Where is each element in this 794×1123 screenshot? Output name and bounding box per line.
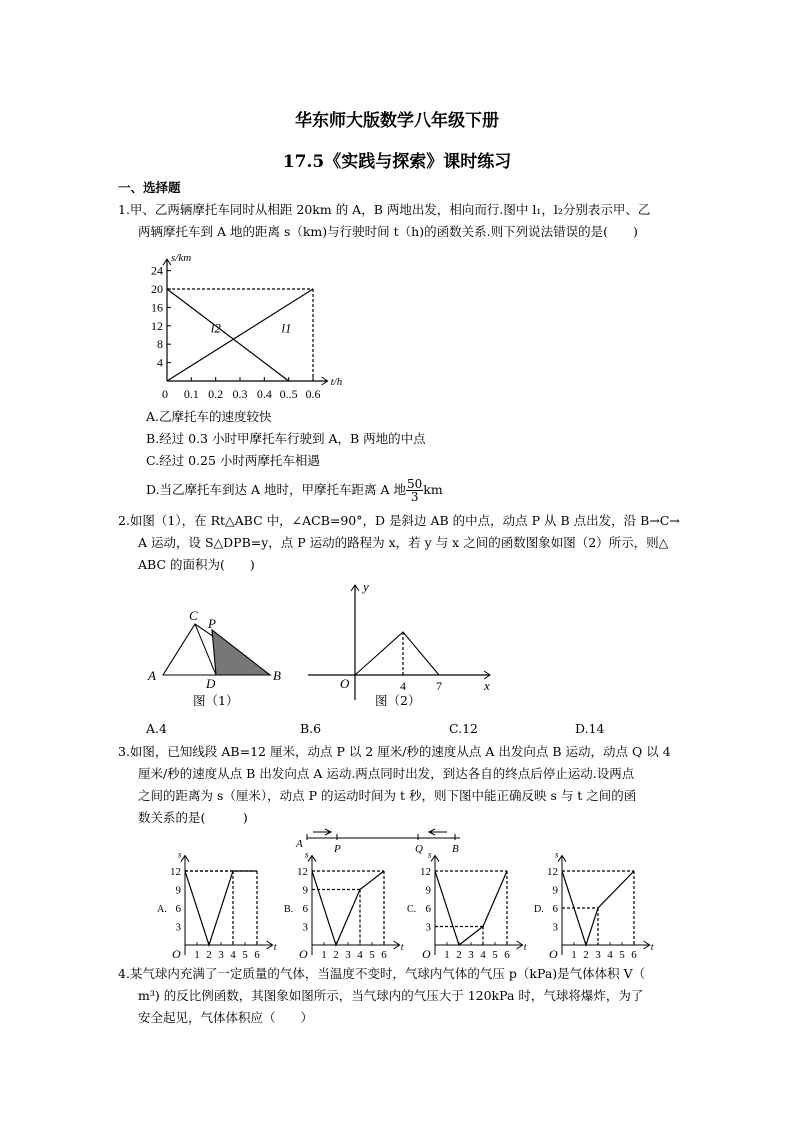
x-axis-label: t	[400, 942, 404, 953]
x-tick-label: 5	[369, 949, 375, 961]
q1-option-a: A.乙摩托车的速度较快	[146, 409, 272, 424]
origin-label: 0	[162, 387, 168, 401]
y-axis-label: y	[363, 579, 369, 594]
x-tick-label: 6	[254, 949, 260, 961]
y-tick-label: 24	[151, 263, 163, 278]
series-s	[435, 871, 507, 945]
point-b: B	[452, 843, 459, 855]
x-tick-label: 5	[619, 949, 625, 961]
origin-label: O	[340, 676, 350, 691]
y-tick-label: 12	[170, 866, 181, 878]
q1-option-d-text: D.当乙摩托车到达 A 地时，甲摩托车距离 A 地	[146, 482, 406, 497]
x-tick-label: 7	[436, 679, 442, 693]
origin-label: O	[172, 947, 181, 961]
unit: km	[423, 482, 443, 497]
y-tick-label: 20	[151, 282, 163, 296]
y-tick-label: 6	[425, 903, 431, 915]
x-axis-label: t/h	[330, 376, 343, 388]
point-d: D	[206, 676, 216, 691]
series-s	[312, 871, 384, 945]
y-tick-label: 3	[175, 921, 181, 934]
document-subtitle: 17.5《实践与探索》课时练习	[282, 152, 512, 172]
q2-line: A 运动，设 S△DPB=y，点 P 运动的路程为 x，若 y 与 x 之间的函数图象如图（2）所示，则△	[138, 535, 669, 550]
x-tick-label: 2	[583, 949, 589, 961]
x-tick-label: 4	[357, 949, 363, 961]
y-tick-label: 6	[175, 903, 181, 915]
q3-line: 3.如图，已知线段 AB=12 厘米，动点 P 以 2 厘米/秒的速度从点 A 出发向点 B 运动，动点 Q 以 4	[118, 744, 671, 759]
y-tick-label: 12	[420, 866, 431, 878]
origin-label: O	[549, 947, 558, 961]
q1-line: 两辆摩托车到 A 地的距离 s（km)与行驶时间 t（h)的函数关系.则下列说法错误的是( )	[138, 224, 638, 239]
point-p: P	[334, 843, 341, 855]
y-tick-label: 16	[151, 300, 163, 315]
x-tick-label: 0.1	[183, 387, 199, 401]
fraction-denominator: 3	[410, 490, 419, 504]
origin-label: O	[299, 947, 308, 961]
y-tick-label: 8	[157, 337, 163, 352]
x-tick-label: 0.6	[305, 387, 321, 401]
series-s	[185, 871, 257, 945]
y-tick-label: 6	[552, 903, 558, 915]
origin-label: O	[422, 947, 431, 961]
q1-option-c: C.经过 0.25 小时两摩托车相遇	[146, 453, 320, 468]
x-tick-label: 3	[345, 949, 351, 961]
series-l2	[167, 289, 292, 381]
q3-line: 之间的距离为 s（厘米），动点 P 的运动时间为 t 秒，则下图中能正确反映 s 与 t 之间的函	[138, 788, 637, 803]
x-tick-label: 6	[381, 949, 387, 961]
x-tick-label: 6	[504, 949, 510, 961]
y-axis-label: s/km	[171, 252, 192, 265]
x-tick-label: 4	[607, 949, 613, 961]
x-axis-label: t	[273, 942, 277, 953]
x-tick-label: 6	[631, 949, 637, 961]
y-tick-label: 9	[302, 884, 308, 897]
x-tick-label: 2	[333, 949, 339, 961]
q1-option-b: B.经过 0.3 小时甲摩托车行驶到 A，B 两地的中点	[146, 431, 426, 446]
panel-label-b: B.	[284, 904, 294, 915]
series-label-l2: l2	[210, 320, 221, 336]
point-a: A	[296, 838, 303, 850]
q1-line: 1.甲、乙两辆摩托车同时从相距 20km 的 A，B 两地出发，相向而行.图中 l₁，l₂分别表示甲、乙	[118, 202, 651, 217]
y-tick-label: 4	[157, 355, 163, 370]
x-axis-label: t	[650, 942, 654, 953]
y-tick-label: 9	[175, 884, 181, 897]
q4-line: m³) 的反比例函数，其图象如图所示，当气球内的气压大于 120kPa 时，气球将爆炸，为了	[138, 988, 644, 1003]
x-tick-label: 1	[194, 949, 200, 961]
x-tick-label: 1	[444, 949, 450, 961]
y-tick-label: 9	[552, 884, 558, 897]
figure-2-caption: 图（2）	[375, 693, 421, 708]
x-axis-label: x	[484, 678, 490, 693]
x-tick-label: 4	[230, 949, 236, 961]
panel-label-d: D.	[534, 904, 544, 915]
y-tick-label: 9	[425, 884, 431, 897]
series-y	[355, 632, 439, 675]
panel-label-c: C.	[407, 904, 417, 915]
q2-option-b: B.6	[300, 721, 322, 736]
y-tick-label: 3	[552, 921, 558, 934]
y-tick-label: 12	[297, 866, 308, 878]
y-axis-label: s	[555, 849, 559, 860]
document-title: 华东师大版数学八年级下册	[295, 111, 499, 131]
x-tick-label: 2	[456, 949, 462, 961]
q3-line: 厘米/秒的速度从点 B 出发向点 A 运动.两点同时出发，到达各自的终点后停止运动.设两点	[138, 766, 635, 781]
y-tick-label: 3	[425, 921, 431, 934]
q2-line: ABC 的面积为( )	[138, 557, 255, 572]
x-tick-label: 0.4	[256, 387, 272, 401]
y-tick-label: 12	[151, 318, 163, 333]
x-tick-label: 1	[571, 949, 577, 961]
x-tick-label: 1	[321, 949, 327, 961]
x-tick-label: 3	[595, 949, 601, 961]
q3-line: 数关系的是( )	[138, 810, 248, 825]
point-q: Q	[415, 843, 423, 855]
x-tick-label: 4	[400, 679, 406, 693]
point-a: A	[148, 668, 156, 683]
y-tick-label: 6	[302, 903, 308, 915]
panel-label-a: A.	[157, 904, 167, 915]
x-tick-label: 0.2	[208, 387, 224, 401]
x-tick-label: 2	[206, 949, 212, 961]
section-heading: 一、选择题	[118, 180, 181, 195]
x-tick-label: 0..5	[279, 387, 298, 401]
x-tick-label: 5	[492, 949, 498, 961]
q2-line: 2.如图（1），在 Rt△ABC 中，∠ACB=90°，D 是斜边 AB 的中点，动点 P 从 B 点出发，沿 B→C→	[118, 513, 680, 528]
y-tick-label: 3	[302, 921, 308, 934]
point-p: P	[208, 616, 216, 631]
y-axis-label: s	[428, 849, 432, 860]
point-c: C	[189, 608, 198, 623]
y-axis-label: s	[305, 849, 309, 860]
x-tick-label: 3	[218, 949, 224, 961]
q2-option-c: C.12	[449, 721, 478, 736]
x-tick-label: 4	[480, 949, 486, 961]
q2-option-d: D.14	[575, 721, 605, 736]
y-axis-label: s	[178, 849, 182, 860]
x-axis-label: t	[523, 942, 527, 953]
x-tick-label: 3	[468, 949, 474, 961]
x-tick-label: 5	[242, 949, 248, 961]
q2-option-a: A.4	[146, 721, 167, 736]
q4-line: 安全起见，气体体积应（ ）	[138, 1010, 314, 1025]
x-tick-label: 0.3	[232, 387, 248, 401]
triangle-dpb-shaded	[212, 630, 270, 675]
point-b: B	[273, 668, 281, 683]
q4-line: 4.某气球内充满了一定质量的气体，当温度不变时，气球内气体的气压 p（kPa)是气体体积 V（	[118, 966, 646, 981]
series-label-l1: l1	[281, 320, 292, 336]
y-tick-label: 12	[547, 866, 558, 878]
fraction-numerator: 50	[407, 477, 423, 491]
figure-1-caption: 图（1）	[193, 693, 239, 708]
